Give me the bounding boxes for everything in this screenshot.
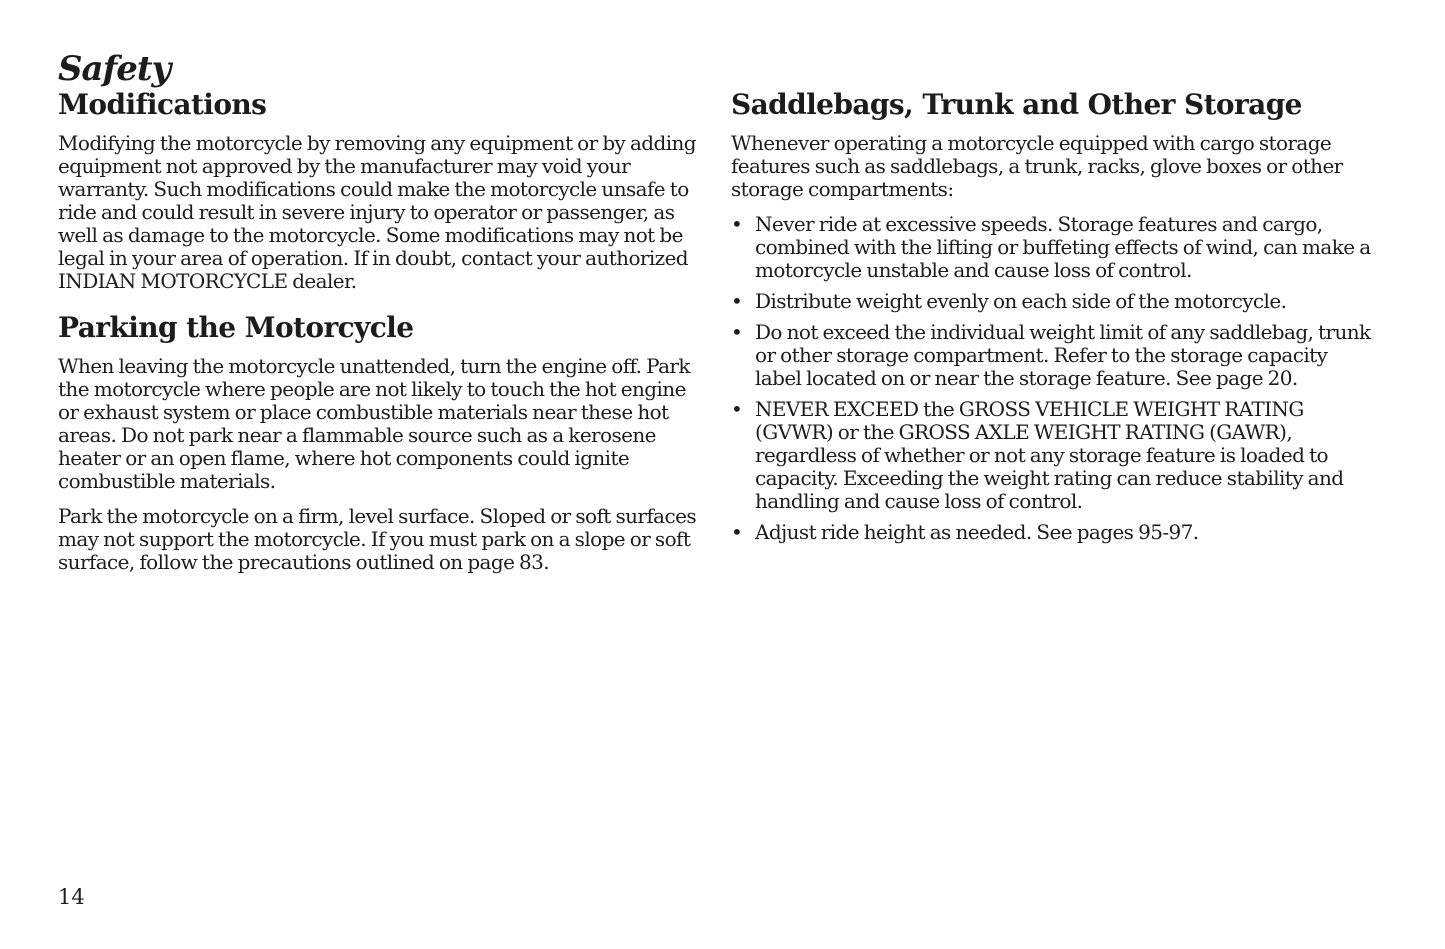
list-item: [731, 213, 1371, 282]
modifications-paragraph: Modifying the motorcycle by removing any equipment or by adding equipment not approved by the manufacturer may void your warranty. Such modifications could make the motorcycle unsafe to ride and could result in severe injury to operator or passenger, as well as damage to the motorcycle. Some modifications may not be legal in your area of operation. If in doubt, contact your authorized INDIAN MOTORCYCLE dealer.: [58, 131, 696, 293]
bullet-icon: •: [731, 212, 743, 236]
list-item-text: Never ride at excessive speeds. Storage features and cargo, combined with the lifting or buffeting effects of wind, can make a motorcycle unstable and cause loss of control.: [755, 212, 1371, 282]
storage-heading: Saddlebags, Trunk and Other Storage: [731, 88, 1302, 121]
parking-paragraph-1: When leaving the motorcycle unattended, turn the engine off. Park the motorcycle where people are not likely to touch the hot engine or exhaust system or place combustible materials near these hot areas. Do not park near a flammable source such as a kerosene heater or an open flame, where hot components could ignite combustible materials.: [58, 354, 690, 493]
modifications-heading: Modifications: [58, 88, 267, 121]
section-title: Safety: [58, 49, 171, 89]
bullet-icon: •: [731, 397, 743, 421]
list-item: [731, 521, 1371, 544]
left-column: [58, 50, 698, 586]
page-number: 14: [58, 885, 85, 909]
bullet-icon: •: [731, 520, 743, 544]
list-item: [731, 398, 1371, 513]
storage-intro: Whenever operating a motorcycle equipped with cargo storage features such as saddlebags, a trunk, racks, glove boxes or other storage compartments:: [731, 131, 1343, 201]
list-item: [731, 321, 1371, 390]
bullet-icon: •: [731, 289, 743, 313]
right-column: [731, 88, 1371, 552]
list-item: [731, 290, 1371, 313]
list-item-text: Do not exceed the individual weight limit of any saddlebag, trunk or other storage compartment. Refer to the storage capacity label located on or near the storage feature. See page 20.: [755, 320, 1371, 390]
list-item-text: NEVER EXCEED the GROSS VEHICLE WEIGHT RATING (GVWR) or the GROSS AXLE WEIGHT RATING (GAWR), regardless of whether or not any storage feature is loaded to capacity. Exceeding the weight rating can reduce stability and handling and cause loss of control.: [755, 397, 1344, 513]
list-item-text: Distribute weight evenly on each side of the motorcycle.: [755, 289, 1287, 313]
bullet-icon: •: [731, 320, 743, 344]
parking-heading: Parking the Motorcycle: [58, 311, 414, 344]
parking-paragraph-2: Park the motorcycle on a firm, level surface. Sloped or soft surfaces may not support the motorcycle. If you must park on a slope or soft surface, follow the precautions outlined on page 83.: [58, 504, 697, 574]
list-item-text: Adjust ride height as needed. See pages 95-97.: [755, 520, 1199, 544]
storage-bullet-list: [731, 213, 1371, 544]
